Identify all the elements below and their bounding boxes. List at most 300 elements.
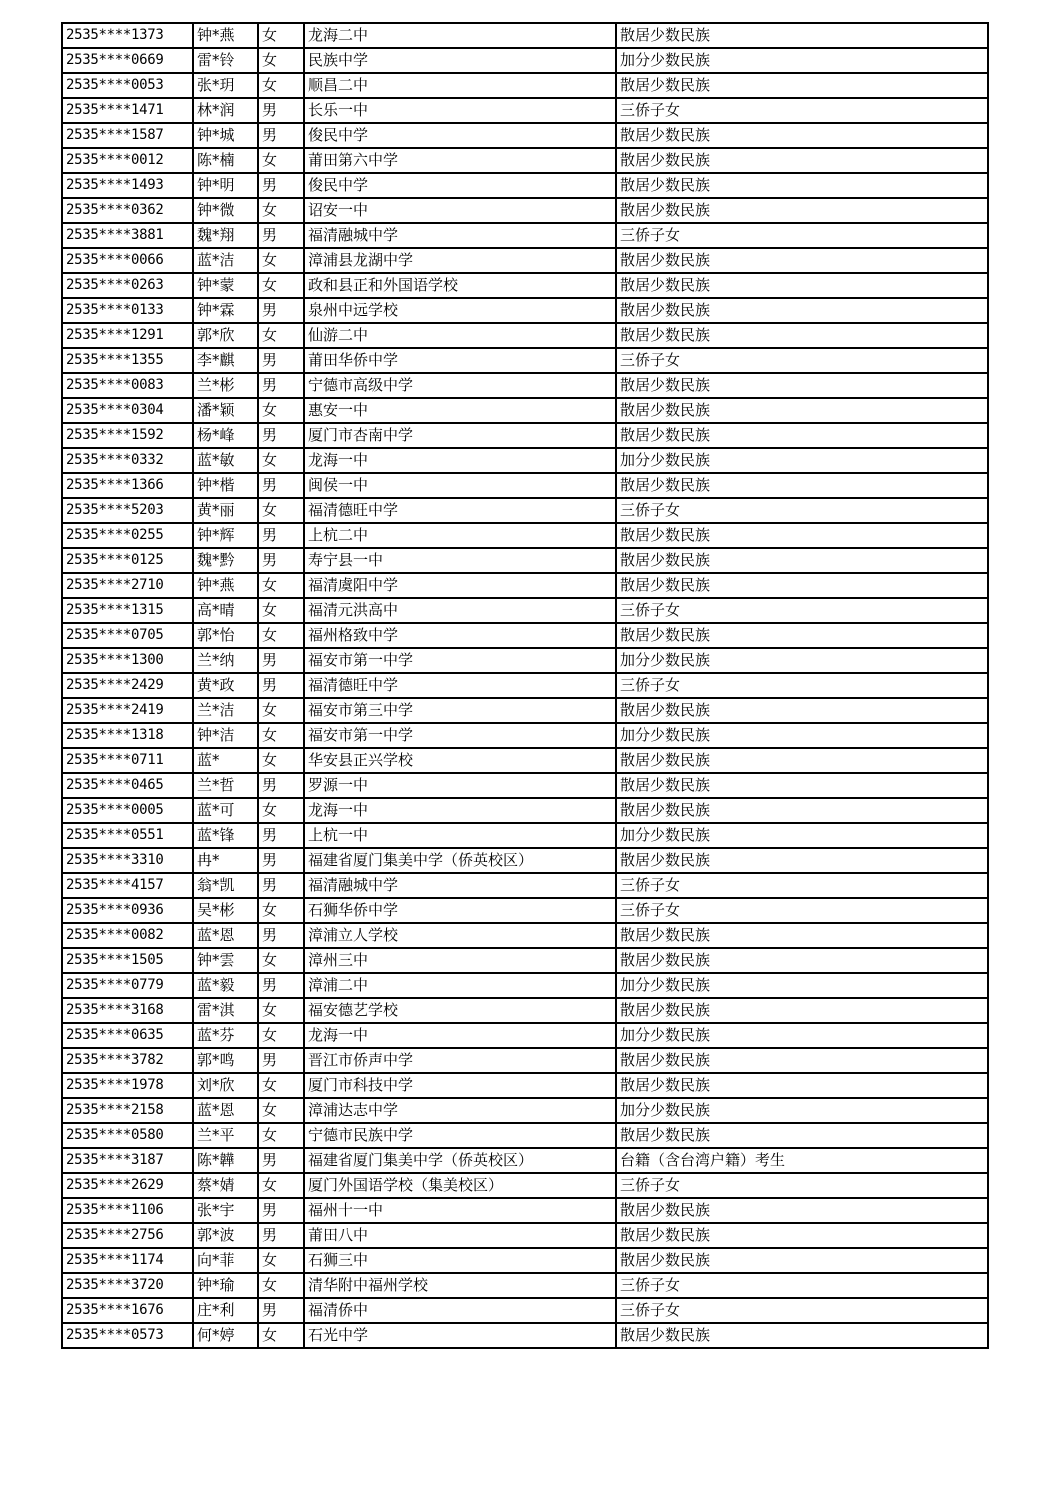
gender-cell: 女	[258, 998, 304, 1023]
category-cell: 散居少数民族	[616, 1048, 988, 1073]
gender-cell: 男	[258, 523, 304, 548]
school-cell: 龙海一中	[304, 798, 616, 823]
table-row	[62, 898, 988, 923]
candidate-id-cell: 2535****3881	[62, 223, 193, 248]
school-cell: 晋江市侨声中学	[304, 1048, 616, 1073]
school-cell: 石光中学	[304, 1323, 616, 1348]
category-cell: 散居少数民族	[616, 923, 988, 948]
candidate-id-cell: 2535****1174	[62, 1248, 193, 1273]
table-row	[62, 123, 988, 148]
table-row	[62, 1323, 988, 1348]
category-cell: 散居少数民族	[616, 148, 988, 173]
name-cell: 钟*洁	[193, 723, 258, 748]
school-cell: 莆田八中	[304, 1223, 616, 1248]
candidate-id-cell: 2535****1355	[62, 348, 193, 373]
gender-cell: 女	[258, 23, 304, 48]
name-cell: 张*玥	[193, 73, 258, 98]
table-row	[62, 1173, 988, 1198]
table-row	[62, 948, 988, 973]
category-cell: 散居少数民族	[616, 698, 988, 723]
school-cell: 厦门市科技中学	[304, 1073, 616, 1098]
name-cell: 郭*鸣	[193, 1048, 258, 1073]
school-cell: 漳浦二中	[304, 973, 616, 998]
category-cell: 散居少数民族	[616, 798, 988, 823]
name-cell: 蓝*洁	[193, 248, 258, 273]
gender-cell: 女	[258, 73, 304, 98]
table-row	[62, 448, 988, 473]
candidate-id-cell: 2535****2629	[62, 1173, 193, 1198]
candidate-id-cell: 2535****0263	[62, 273, 193, 298]
table-row	[62, 823, 988, 848]
category-cell: 散居少数民族	[616, 473, 988, 498]
gender-cell: 女	[258, 723, 304, 748]
name-cell: 潘*颖	[193, 398, 258, 423]
candidate-id-cell: 2535****1978	[62, 1073, 193, 1098]
gender-cell: 男	[258, 173, 304, 198]
gender-cell: 女	[258, 398, 304, 423]
table-row	[62, 248, 988, 273]
table-row	[62, 373, 988, 398]
name-cell: 钟*辉	[193, 523, 258, 548]
table-row	[62, 1198, 988, 1223]
category-cell: 三侨子女	[616, 348, 988, 373]
gender-cell: 男	[258, 373, 304, 398]
candidate-id-cell: 2535****0082	[62, 923, 193, 948]
school-cell: 罗源一中	[304, 773, 616, 798]
category-cell: 三侨子女	[616, 873, 988, 898]
gender-cell: 女	[258, 598, 304, 623]
category-cell: 散居少数民族	[616, 573, 988, 598]
table-row	[62, 48, 988, 73]
gender-cell: 男	[258, 1298, 304, 1323]
candidate-id-cell: 2535****1493	[62, 173, 193, 198]
category-cell: 散居少数民族	[616, 298, 988, 323]
name-cell: 高*晴	[193, 598, 258, 623]
gender-cell: 男	[258, 123, 304, 148]
gender-cell: 男	[258, 98, 304, 123]
name-cell: 杨*峰	[193, 423, 258, 448]
table-row	[62, 1223, 988, 1248]
gender-cell: 女	[258, 448, 304, 473]
table-row	[62, 348, 988, 373]
gender-cell: 男	[258, 423, 304, 448]
category-cell: 散居少数民族	[616, 423, 988, 448]
category-cell: 散居少数民族	[616, 198, 988, 223]
name-cell: 兰*洁	[193, 698, 258, 723]
candidate-id-cell: 2535****1366	[62, 473, 193, 498]
candidate-id-cell: 2535****5203	[62, 498, 193, 523]
gender-cell: 女	[258, 323, 304, 348]
name-cell: 郭*怡	[193, 623, 258, 648]
school-cell: 上杭一中	[304, 823, 616, 848]
gender-cell: 男	[258, 973, 304, 998]
gender-cell: 男	[258, 1223, 304, 1248]
gender-cell: 女	[258, 798, 304, 823]
category-cell: 散居少数民族	[616, 173, 988, 198]
category-cell: 加分少数民族	[616, 648, 988, 673]
category-cell: 散居少数民族	[616, 23, 988, 48]
gender-cell: 女	[258, 748, 304, 773]
table-row	[62, 73, 988, 98]
category-cell: 散居少数民族	[616, 548, 988, 573]
school-cell: 长乐一中	[304, 98, 616, 123]
category-cell: 散居少数民族	[616, 623, 988, 648]
category-cell: 散居少数民族	[616, 1323, 988, 1348]
name-cell: 何*婷	[193, 1323, 258, 1348]
school-cell: 福建省厦门集美中学（侨英校区）	[304, 848, 616, 873]
name-cell: 兰*哲	[193, 773, 258, 798]
school-cell: 龙海二中	[304, 23, 616, 48]
gender-cell: 男	[258, 1198, 304, 1223]
name-cell: 翁*凯	[193, 873, 258, 898]
candidate-id-cell: 2535****1676	[62, 1298, 193, 1323]
category-cell: 三侨子女	[616, 498, 988, 523]
category-cell: 三侨子女	[616, 1273, 988, 1298]
table-row	[62, 773, 988, 798]
gender-cell: 男	[258, 873, 304, 898]
category-cell: 散居少数民族	[616, 373, 988, 398]
school-cell: 福安市第一中学	[304, 648, 616, 673]
school-cell: 福清德旺中学	[304, 498, 616, 523]
candidate-id-cell: 2535****0936	[62, 898, 193, 923]
gender-cell: 男	[258, 823, 304, 848]
school-cell: 漳浦立人学校	[304, 923, 616, 948]
name-cell: 庄*利	[193, 1298, 258, 1323]
school-cell: 上杭二中	[304, 523, 616, 548]
school-cell: 厦门外国语学校（集美校区）	[304, 1173, 616, 1198]
gender-cell: 男	[258, 923, 304, 948]
table-row	[62, 298, 988, 323]
school-cell: 华安县正兴学校	[304, 748, 616, 773]
table-row	[62, 973, 988, 998]
table-row	[62, 148, 988, 173]
category-cell: 加分少数民族	[616, 823, 988, 848]
school-cell: 福安德艺学校	[304, 998, 616, 1023]
table-row	[62, 398, 988, 423]
table-row	[62, 1248, 988, 1273]
school-cell: 闽侯一中	[304, 473, 616, 498]
name-cell: 刘*欣	[193, 1073, 258, 1098]
table-row	[62, 623, 988, 648]
candidate-id-cell: 2535****2419	[62, 698, 193, 723]
school-cell: 莆田华侨中学	[304, 348, 616, 373]
school-cell: 石狮华侨中学	[304, 898, 616, 923]
category-cell: 散居少数民族	[616, 523, 988, 548]
gender-cell: 女	[258, 1173, 304, 1198]
table-row	[62, 23, 988, 48]
candidate-id-cell: 2535****1587	[62, 123, 193, 148]
table-row	[62, 98, 988, 123]
category-cell: 散居少数民族	[616, 773, 988, 798]
candidate-id-cell: 2535****3782	[62, 1048, 193, 1073]
gender-cell: 女	[258, 1098, 304, 1123]
school-cell: 俊民中学	[304, 173, 616, 198]
table-row	[62, 498, 988, 523]
name-cell: 蓝*可	[193, 798, 258, 823]
name-cell: 钟*瑜	[193, 1273, 258, 1298]
candidate-table	[61, 22, 989, 1349]
table-row	[62, 923, 988, 948]
candidate-id-cell: 2535****0580	[62, 1123, 193, 1148]
school-cell: 诏安一中	[304, 198, 616, 223]
gender-cell: 女	[258, 698, 304, 723]
school-cell: 顺昌二中	[304, 73, 616, 98]
gender-cell: 女	[258, 1273, 304, 1298]
gender-cell: 男	[258, 1048, 304, 1073]
table-row	[62, 223, 988, 248]
table-row	[62, 1273, 988, 1298]
school-cell: 福清元洪高中	[304, 598, 616, 623]
table-row	[62, 648, 988, 673]
candidate-id-cell: 2535****1291	[62, 323, 193, 348]
table-row	[62, 873, 988, 898]
name-cell: 蓝*恩	[193, 1098, 258, 1123]
category-cell: 散居少数民族	[616, 748, 988, 773]
school-cell: 厦门市杏南中学	[304, 423, 616, 448]
category-cell: 散居少数民族	[616, 398, 988, 423]
category-cell: 散居少数民族	[616, 323, 988, 348]
gender-cell: 男	[258, 1148, 304, 1173]
gender-cell: 女	[258, 1023, 304, 1048]
school-cell: 政和县正和外国语学校	[304, 273, 616, 298]
category-cell: 三侨子女	[616, 1173, 988, 1198]
name-cell: 李*麒	[193, 348, 258, 373]
name-cell: 张*宇	[193, 1198, 258, 1223]
candidate-id-cell: 2535****0133	[62, 298, 193, 323]
table-row	[62, 798, 988, 823]
gender-cell: 女	[258, 573, 304, 598]
school-cell: 仙游二中	[304, 323, 616, 348]
school-cell: 惠安一中	[304, 398, 616, 423]
category-cell: 散居少数民族	[616, 948, 988, 973]
name-cell: 魏*黔	[193, 548, 258, 573]
table-row	[62, 548, 988, 573]
name-cell: 吴*彬	[193, 898, 258, 923]
school-cell: 宁德市高级中学	[304, 373, 616, 398]
school-cell: 龙海一中	[304, 448, 616, 473]
candidate-id-cell: 2535****0012	[62, 148, 193, 173]
category-cell: 散居少数民族	[616, 1123, 988, 1148]
name-cell: 向*菲	[193, 1248, 258, 1273]
candidate-id-cell: 2535****0304	[62, 398, 193, 423]
name-cell: 林*润	[193, 98, 258, 123]
category-cell: 散居少数民族	[616, 1198, 988, 1223]
name-cell: 钟*城	[193, 123, 258, 148]
candidate-id-cell: 2535****0779	[62, 973, 193, 998]
gender-cell: 女	[258, 148, 304, 173]
table-row	[62, 198, 988, 223]
gender-cell: 女	[258, 48, 304, 73]
candidate-id-cell: 2535****3168	[62, 998, 193, 1023]
candidate-id-cell: 2535****0066	[62, 248, 193, 273]
category-cell: 散居少数民族	[616, 998, 988, 1023]
category-cell: 散居少数民族	[616, 248, 988, 273]
category-cell: 散居少数民族	[616, 1248, 988, 1273]
table-row	[62, 423, 988, 448]
name-cell: 郭*波	[193, 1223, 258, 1248]
table-row	[62, 598, 988, 623]
name-cell: 钟*霖	[193, 298, 258, 323]
candidate-id-cell: 2535****0669	[62, 48, 193, 73]
school-cell: 福清融城中学	[304, 873, 616, 898]
name-cell: 蓝*敏	[193, 448, 258, 473]
name-cell: 魏*翔	[193, 223, 258, 248]
table-row	[62, 1048, 988, 1073]
name-cell: 陈*韡	[193, 1148, 258, 1173]
candidate-id-cell: 2535****0125	[62, 548, 193, 573]
gender-cell: 男	[258, 548, 304, 573]
school-cell: 福建省厦门集美中学（侨英校区）	[304, 1148, 616, 1173]
table-row	[62, 1023, 988, 1048]
gender-cell: 女	[258, 948, 304, 973]
school-cell: 石狮三中	[304, 1248, 616, 1273]
gender-cell: 女	[258, 1123, 304, 1148]
name-cell: 钟*明	[193, 173, 258, 198]
name-cell: 郭*欣	[193, 323, 258, 348]
table-row	[62, 1073, 988, 1098]
school-cell: 福州格致中学	[304, 623, 616, 648]
table-row	[62, 573, 988, 598]
candidate-id-cell: 2535****1106	[62, 1198, 193, 1223]
candidate-id-cell: 2535****0362	[62, 198, 193, 223]
category-cell: 台籍（含台湾户籍）考生	[616, 1148, 988, 1173]
table-row	[62, 748, 988, 773]
candidate-id-cell: 2535****2710	[62, 573, 193, 598]
school-cell: 福清侨中	[304, 1298, 616, 1323]
candidate-id-cell: 2535****0053	[62, 73, 193, 98]
gender-cell: 女	[258, 248, 304, 273]
school-cell: 莆田第六中学	[304, 148, 616, 173]
name-cell: 钟*燕	[193, 573, 258, 598]
table-row	[62, 998, 988, 1023]
candidate-id-cell: 2535****3720	[62, 1273, 193, 1298]
candidate-id-cell: 2535****3187	[62, 1148, 193, 1173]
candidate-id-cell: 2535****2429	[62, 673, 193, 698]
category-cell: 三侨子女	[616, 223, 988, 248]
table-row	[62, 1098, 988, 1123]
school-cell: 宁德市民族中学	[304, 1123, 616, 1148]
candidate-id-cell: 2535****1300	[62, 648, 193, 673]
candidate-id-cell: 2535****0332	[62, 448, 193, 473]
category-cell: 散居少数民族	[616, 1223, 988, 1248]
school-cell: 清华附中福州学校	[304, 1273, 616, 1298]
category-cell: 加分少数民族	[616, 48, 988, 73]
category-cell: 三侨子女	[616, 598, 988, 623]
candidate-id-cell: 2535****0083	[62, 373, 193, 398]
gender-cell: 女	[258, 623, 304, 648]
table-row	[62, 848, 988, 873]
table-row	[62, 1148, 988, 1173]
candidate-id-cell: 2535****1318	[62, 723, 193, 748]
name-cell: 黄*丽	[193, 498, 258, 523]
school-cell: 泉州中远学校	[304, 298, 616, 323]
name-cell: 蓝*芬	[193, 1023, 258, 1048]
name-cell: 钟*楷	[193, 473, 258, 498]
gender-cell: 男	[258, 223, 304, 248]
name-cell: 蓝*毅	[193, 973, 258, 998]
category-cell: 加分少数民族	[616, 1098, 988, 1123]
school-cell: 福清融城中学	[304, 223, 616, 248]
school-cell: 福清虞阳中学	[304, 573, 616, 598]
candidate-id-cell: 2535****0711	[62, 748, 193, 773]
candidate-id-cell: 2535****1505	[62, 948, 193, 973]
table-row	[62, 273, 988, 298]
category-cell: 加分少数民族	[616, 973, 988, 998]
name-cell: 蓝*	[193, 748, 258, 773]
name-cell: 黄*政	[193, 673, 258, 698]
school-cell: 福安市第三中学	[304, 698, 616, 723]
table-row	[62, 473, 988, 498]
category-cell: 三侨子女	[616, 1298, 988, 1323]
gender-cell: 男	[258, 648, 304, 673]
candidate-id-cell: 2535****4157	[62, 873, 193, 898]
gender-cell: 女	[258, 1323, 304, 1348]
school-cell: 福清德旺中学	[304, 673, 616, 698]
gender-cell: 男	[258, 348, 304, 373]
category-cell: 散居少数民族	[616, 273, 988, 298]
name-cell: 蓝*锋	[193, 823, 258, 848]
candidate-id-cell: 2535****1315	[62, 598, 193, 623]
category-cell: 加分少数民族	[616, 723, 988, 748]
table-row	[62, 173, 988, 198]
candidate-id-cell: 2535****0465	[62, 773, 193, 798]
gender-cell: 女	[258, 898, 304, 923]
table-row	[62, 1298, 988, 1323]
gender-cell: 女	[258, 198, 304, 223]
name-cell: 兰*彬	[193, 373, 258, 398]
candidate-id-cell: 2535****0551	[62, 823, 193, 848]
name-cell: 钟*微	[193, 198, 258, 223]
gender-cell: 男	[258, 473, 304, 498]
candidate-id-cell: 2535****2158	[62, 1098, 193, 1123]
school-cell: 民族中学	[304, 48, 616, 73]
name-cell: 蔡*婧	[193, 1173, 258, 1198]
name-cell: 兰*纳	[193, 648, 258, 673]
name-cell: 兰*平	[193, 1123, 258, 1148]
candidate-id-cell: 2535****3310	[62, 848, 193, 873]
school-cell: 漳浦县龙湖中学	[304, 248, 616, 273]
name-cell: 雷*铃	[193, 48, 258, 73]
gender-cell: 女	[258, 498, 304, 523]
category-cell: 三侨子女	[616, 898, 988, 923]
table-row	[62, 523, 988, 548]
school-cell: 福安市第一中学	[304, 723, 616, 748]
name-cell: 钟*蒙	[193, 273, 258, 298]
gender-cell: 女	[258, 1248, 304, 1273]
table-row	[62, 698, 988, 723]
candidate-id-cell: 2535****0705	[62, 623, 193, 648]
candidate-id-cell: 2535****0573	[62, 1323, 193, 1348]
school-cell: 漳州三中	[304, 948, 616, 973]
candidate-id-cell: 2535****2756	[62, 1223, 193, 1248]
gender-cell: 男	[258, 673, 304, 698]
category-cell: 加分少数民族	[616, 1023, 988, 1048]
name-cell: 蓝*恩	[193, 923, 258, 948]
school-cell: 福州十一中	[304, 1198, 616, 1223]
gender-cell: 男	[258, 848, 304, 873]
name-cell: 雷*淇	[193, 998, 258, 1023]
candidate-id-cell: 2535****1592	[62, 423, 193, 448]
school-cell: 龙海一中	[304, 1023, 616, 1048]
category-cell: 散居少数民族	[616, 73, 988, 98]
table-row	[62, 323, 988, 348]
category-cell: 散居少数民族	[616, 848, 988, 873]
name-cell: 冉*	[193, 848, 258, 873]
table-row	[62, 673, 988, 698]
candidate-id-cell: 2535****1471	[62, 98, 193, 123]
gender-cell: 男	[258, 298, 304, 323]
category-cell: 散居少数民族	[616, 123, 988, 148]
